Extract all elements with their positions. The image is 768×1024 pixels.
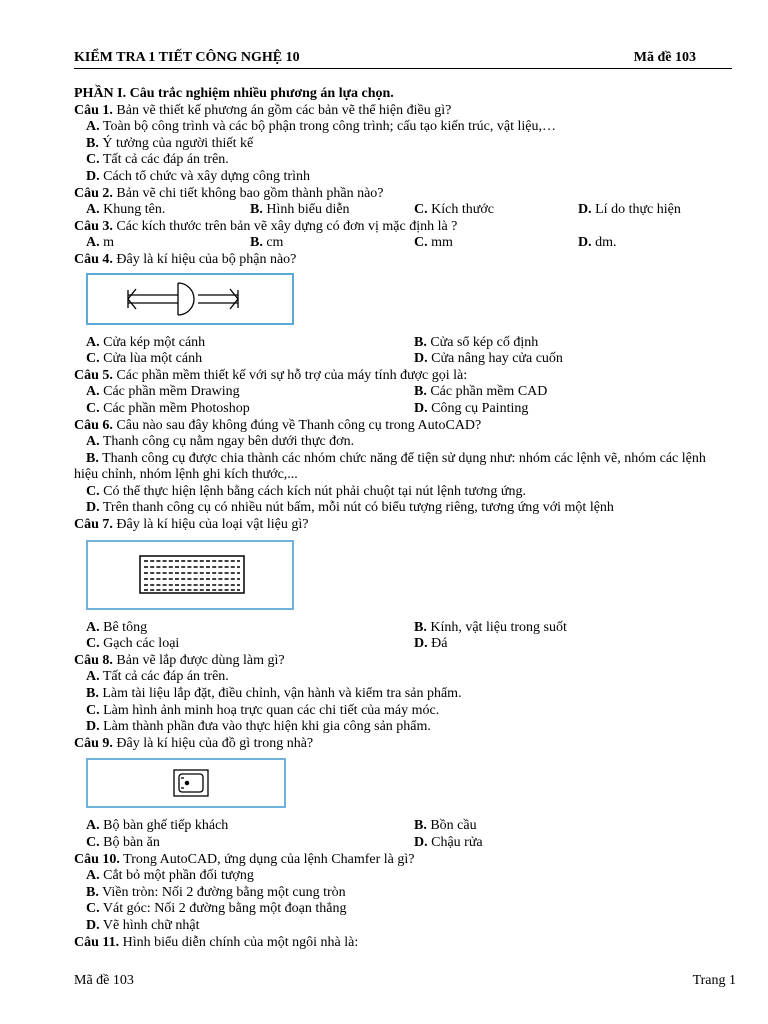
answer-3c: C. mm <box>414 235 453 251</box>
answer-9d: D. Chậu rửa <box>414 835 483 850</box>
answer-1a: A. Toàn bộ công trình và các bộ phận trong công trình; cấu tạo kiến trúc, vật liệu,… <box>86 119 556 135</box>
answers-4-row1 <box>74 335 728 352</box>
question-5: Câu 5. Các phần mềm thiết kế với sự hỗ trợ của máy tính được gọi là: <box>74 367 468 383</box>
material-symbol-figure <box>86 540 294 610</box>
answer-4a: A. Cửa kép một cánh <box>86 334 206 350</box>
answer-3b: B. cm <box>250 235 284 251</box>
answer-8a: A. Tất cả các đáp án trên. <box>86 669 229 685</box>
answer-6d: D. Trên thanh công cụ có nhiều nút bấm, mỗi nút có biểu tượng riêng, tương ứng với một lệnh <box>86 500 614 516</box>
answer-5c: C. Các phần mềm Photoshop <box>86 400 250 416</box>
answer-4b: B. Cửa sổ kép cố định <box>414 334 539 350</box>
answer-4c: C. Cửa lùa một cánh <box>86 351 203 367</box>
sink-symbol-icon <box>88 760 284 806</box>
material-hatch-icon <box>88 542 292 608</box>
question-8: Câu 8. Bản vẽ lắp được dùng làm gì? <box>74 652 285 668</box>
exam-content <box>74 86 728 951</box>
answer-1b: B. Ý tưởng của người thiết kế <box>86 135 254 151</box>
answer-6c: C. Có thể thực hiện lệnh bằng cách kích nút phải chuột tại nút lệnh tương ứng. <box>86 483 526 499</box>
answer-5b: B. Các phần mềm CAD <box>414 384 548 400</box>
answer-5a: A. Các phần mềm Drawing <box>86 384 240 400</box>
answers-4-row2 <box>74 351 728 368</box>
answer-1d: D. Cách tổ chức và xây dựng công trình <box>86 168 310 184</box>
question-3: Câu 3. Các kích thước trên bản vẽ xây dựng có đơn vị mặc định là ? <box>74 218 458 234</box>
section-title: PHẦN I. Câu trắc nghiệm nhiều phương án lựa chọn. <box>74 86 394 101</box>
question-1: Câu 1. Bản vẽ thiết kế phương án gồm các bản vẽ thể hiện điều gì? <box>74 102 452 118</box>
answer-10d: D. Vẽ hình chữ nhật <box>86 917 200 933</box>
footer-exam-code: Mã đề 103 <box>74 973 134 988</box>
page-header <box>74 50 732 69</box>
answer-2d: D. Lí do thực hiện <box>578 202 681 218</box>
answers-2 <box>74 202 728 219</box>
answer-10a: A. Cắt bỏ một phần đối tượng <box>86 868 254 884</box>
answer-7b: B. Kính, vật liệu trong suốt <box>414 619 567 635</box>
question-7: Câu 7. Đây là kí hiệu của loại vật liệu gì? <box>74 517 309 533</box>
answer-3a: A. m <box>86 235 115 251</box>
answers-7-row1 <box>74 620 728 637</box>
answers-9-row1 <box>74 818 728 835</box>
exam-code: Mã đề 103 <box>633 50 696 65</box>
answer-4d: D. Cửa nâng hay cửa cuốn <box>414 351 563 367</box>
answer-9b: B. Bồn cầu <box>414 818 477 834</box>
answer-2a: A. Khung tên. <box>86 202 166 218</box>
answer-2b: B. Hình biểu diễn <box>250 202 350 218</box>
answer-8d: D. Làm thành phần đưa vào thực hiện khi gia công sản phẩm. <box>86 719 431 735</box>
answer-7a: A. Bê tông <box>86 619 148 635</box>
answer-3d: D. dm. <box>578 235 617 251</box>
question-11: Câu 11. Hình biểu diễn chính của một ngôi nhà là: <box>74 934 359 950</box>
question-2: Câu 2. Bản vẽ chi tiết không bao gồm thành phần nào? <box>74 185 384 201</box>
answer-7c: C. Gạch các loại <box>86 636 180 652</box>
door-symbol-figure <box>86 273 294 325</box>
answer-2c: C. Kích thước <box>414 202 494 218</box>
answers-5-row2 <box>74 401 728 418</box>
fixture-symbol-figure <box>86 758 286 808</box>
answers-5-row1 <box>74 384 728 401</box>
answer-6a: A. Thanh công cụ nằm ngay bên dưới thực đơn. <box>86 434 355 450</box>
answer-6b: B. Thanh công cụ được chia thành các nhóm chức năng để tiện sử dụng như: nhóm các lệnh vẽ, nhóm các lệnh hiệu chỉnh, nhóm lệnh ghi kích thước,... <box>74 450 706 483</box>
door-symbol-icon <box>88 275 292 323</box>
question-10: Câu 10. Trong AutoCAD, ứng dụng của lệnh Chamfer là gì? <box>74 851 415 867</box>
answer-8c: C. Làm hình ảnh minh hoạ trực quan các chi tiết của máy móc. <box>86 702 440 718</box>
answer-8b: B. Làm tài liệu lắp đặt, điều chỉnh, vận hành và kiểm tra sản phẩm. <box>86 686 462 702</box>
footer-page-number: Trang 1 <box>692 973 736 988</box>
question-9: Câu 9. Đây là kí hiệu của đồ gì trong nhà? <box>74 735 314 751</box>
answer-9a: A. Bộ bàn ghế tiếp khách <box>86 818 229 834</box>
answer-10c: C. Vát góc: Nối 2 đường bằng một đoạn thẳng <box>86 901 347 917</box>
answer-10b: B. Viền tròn: Nối 2 đường bằng một cung tròn <box>86 884 346 900</box>
answer-5d: D. Công cụ Painting <box>414 400 529 416</box>
exam-title: KIỂM TRA 1 TIẾT CÔNG NGHỆ 10 <box>74 50 300 65</box>
answer-9c: C. Bộ bàn ăn <box>86 835 160 850</box>
answer-1c: C. Tất cả các đáp án trên. <box>86 152 229 168</box>
answer-7d: D. Đá <box>414 636 448 652</box>
answers-9-row2 <box>74 835 728 852</box>
answers-7-row2 <box>74 636 728 653</box>
question-4: Câu 4. Đây là kí hiệu của bộ phận nào? <box>74 251 297 267</box>
answers-3 <box>74 235 728 252</box>
question-6: Câu 6. Câu nào sau đây không đúng về Thanh công cụ trong AutoCAD? <box>74 417 482 433</box>
